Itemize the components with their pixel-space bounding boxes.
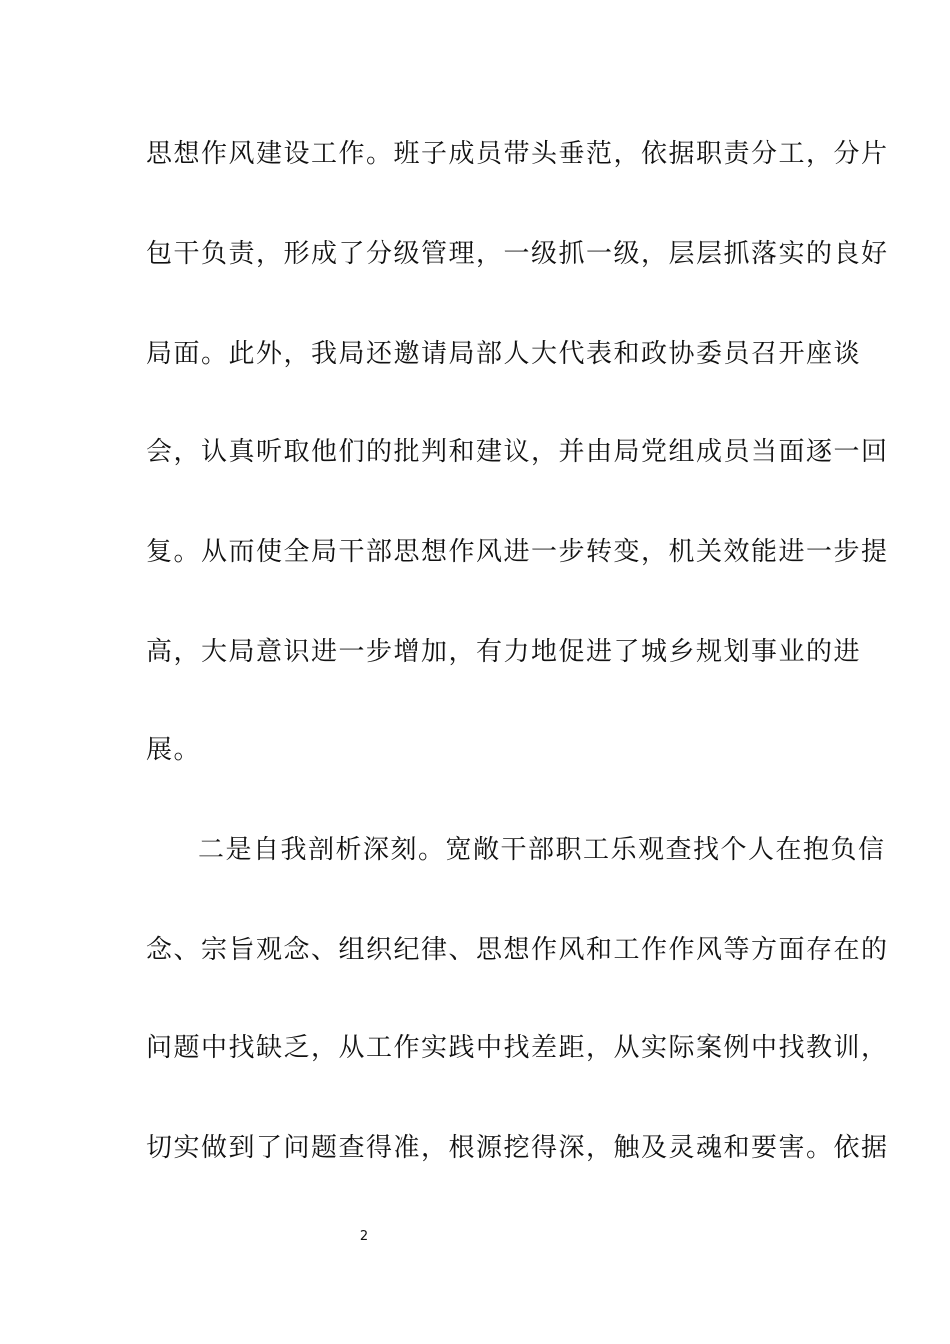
text-line-6: 高，大局意识进一步增加，有力地促进了城乡规划事业的进	[146, 637, 862, 667]
text-line-11: 切实做到了问题查得准，根源挖得深，触及灵魂和要害。依据	[146, 1133, 889, 1163]
page-number: 2	[359, 1229, 369, 1244]
text-line-7: 展。	[146, 735, 202, 765]
text-line-5: 复。从而使全局干部思想作风进一步转变，机关效能进一步提	[146, 537, 889, 567]
text-line-2: 包干负责，形成了分级管理，一级抓一级，层层抓落实的良好	[146, 239, 889, 269]
text-line-1: 思想作风建设工作。班子成员带头垂范，依据职责分工，分片	[146, 139, 889, 169]
text-line-4: 会，认真听取他们的批判和建议，并由局党组成员当面逐一回	[146, 437, 889, 467]
text-line-10: 问题中找缺乏，从工作实践中找差距，从实际案例中找教训，	[146, 1033, 889, 1063]
text-line-3: 局面。此外，我局还邀请局部人大代表和政协委员召开座谈	[146, 339, 862, 369]
text-line-9: 念、宗旨观念、组织纪律、思想作风和工作作风等方面存在的	[146, 935, 889, 965]
text-line-8: 二是自我剖析深刻。宽敞干部职工乐观查找个人在抱负信	[198, 835, 886, 865]
